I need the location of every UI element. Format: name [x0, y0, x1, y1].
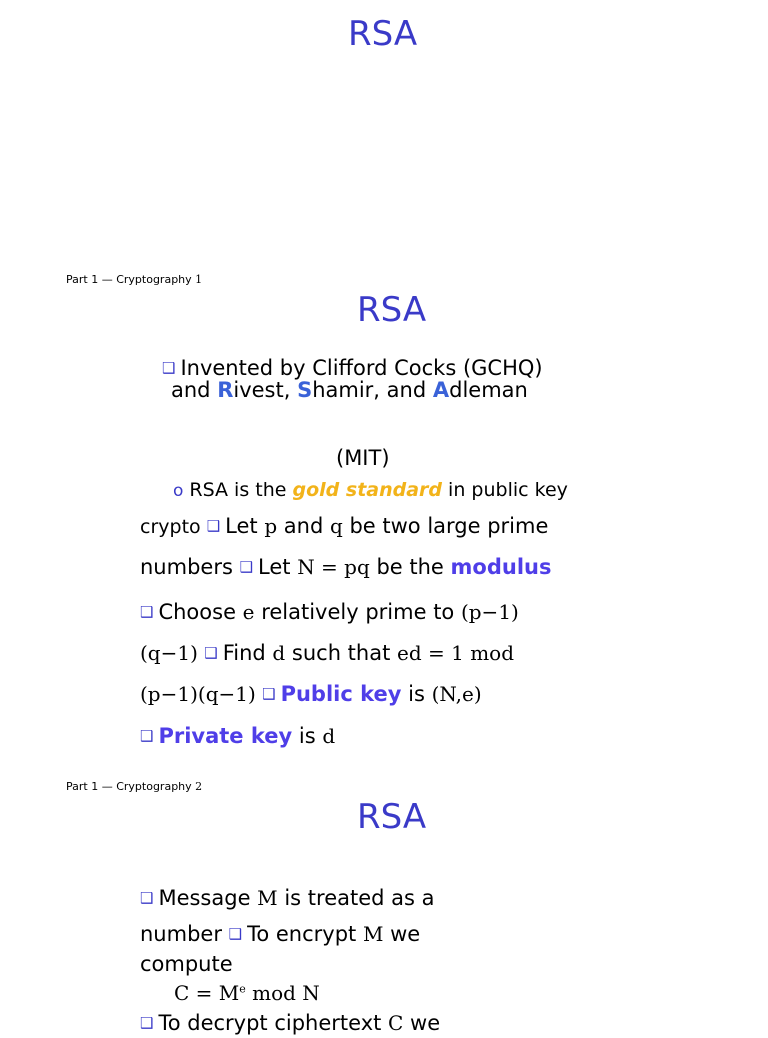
let-word: Let	[225, 514, 265, 538]
n-equals-pq: N = pq	[297, 555, 370, 579]
line-let-p-q	[140, 513, 548, 541]
let-word: Let	[258, 555, 298, 579]
circle-bullet-icon: o	[173, 481, 184, 501]
private-key-term: Private key	[158, 724, 293, 748]
line-public-key	[140, 681, 482, 709]
line-compute: compute	[140, 952, 233, 976]
slide0-title: RSA	[348, 14, 418, 54]
mit-label: (MIT)	[336, 446, 390, 470]
is-word: is	[292, 724, 323, 748]
be-the: be the	[369, 555, 451, 579]
encryption-formula	[174, 981, 320, 1005]
initial-r: R	[217, 378, 234, 402]
initial-a: A	[432, 378, 450, 402]
two-large-prime: be two large prime	[342, 514, 549, 538]
square-bullet-icon: ❑	[140, 1014, 154, 1032]
private-key-value: d	[322, 724, 336, 748]
sub-pre: RSA is the	[189, 479, 293, 501]
square-bullet-icon: ❑	[162, 359, 176, 377]
relatively-prime: relatively prime to	[254, 600, 461, 624]
and-word: and	[277, 514, 330, 538]
slide2-title: RSA	[357, 797, 427, 837]
p-minus-1: (p−1)	[460, 600, 519, 624]
choose-word: Choose	[158, 600, 243, 624]
gold-standard-text: gold standard	[292, 479, 443, 501]
p-q-product: (p−1)(q−1)	[140, 682, 263, 706]
line-encrypt	[140, 921, 420, 949]
footer-label: Part 1 — Cryptography	[66, 780, 192, 793]
line-private-key	[140, 723, 335, 751]
names-and: and	[171, 378, 218, 402]
such-that: such that	[285, 641, 397, 665]
public-key-term: Public key	[280, 682, 402, 706]
is-word: is	[401, 682, 432, 706]
square-bullet-icon: ❑	[206, 517, 221, 535]
square-bullet-icon: ❑	[204, 644, 218, 662]
invented-text: Invented by Clifford Cocks (GCHQ)	[180, 356, 543, 380]
name-shamir: hamir, and	[312, 378, 433, 402]
var-m: M	[362, 922, 384, 946]
var-p: p	[264, 514, 278, 538]
square-bullet-icon: ❑	[140, 603, 154, 621]
formula-mod-n: mod N	[245, 981, 320, 1005]
name-rivest: ivest,	[233, 378, 298, 402]
to-encrypt: To encrypt	[247, 922, 363, 946]
initial-s: S	[297, 378, 313, 402]
bullet-rsa-names	[171, 377, 528, 403]
modulus-term: modulus	[450, 555, 552, 579]
sub-post: in public key	[442, 479, 568, 501]
public-key-value: (N,e)	[431, 682, 482, 706]
name-adleman: dleman	[449, 378, 528, 402]
we-word: we	[383, 922, 421, 946]
slide1-title: RSA	[357, 290, 427, 330]
numbers-word: numbers	[140, 555, 240, 579]
slide2-footer	[66, 780, 202, 793]
square-bullet-icon: ❑	[140, 889, 154, 907]
to-decrypt: To decrypt ciphertext	[158, 1011, 389, 1035]
var-e: e	[242, 600, 255, 624]
line-message	[140, 885, 435, 913]
var-d: d	[272, 641, 286, 665]
var-q: q	[329, 514, 343, 538]
footer-page-number: 2	[195, 780, 203, 793]
message-word: Message	[158, 886, 258, 910]
find-word: Find	[222, 641, 273, 665]
var-m: M	[257, 886, 278, 910]
line-choose-e	[140, 599, 519, 627]
number-word: number	[140, 922, 229, 946]
square-bullet-icon: ❑	[262, 685, 276, 703]
sub-bullet-gold-standard	[173, 479, 568, 501]
treated-as: is treated as a	[277, 886, 435, 910]
q-minus-1: (q−1)	[140, 641, 205, 665]
line-modulus	[140, 554, 551, 582]
footer-label: Part 1 — Cryptography	[66, 273, 192, 286]
var-c: C	[388, 1011, 404, 1035]
slide1-footer	[66, 273, 202, 286]
we-word: we	[403, 1011, 441, 1035]
footer-page-number: 1	[195, 273, 203, 286]
formula-c-equals-m: C = M	[174, 981, 240, 1005]
crypto-word: crypto	[140, 516, 207, 538]
formula-exponent: e	[239, 982, 246, 996]
line-decrypt	[140, 1010, 440, 1038]
square-bullet-icon: ❑	[228, 925, 243, 943]
square-bullet-icon: ❑	[140, 727, 154, 745]
square-bullet-icon: ❑	[239, 558, 254, 576]
line-find-d	[140, 640, 514, 668]
ed-equation: ed = 1 mod	[397, 641, 515, 665]
